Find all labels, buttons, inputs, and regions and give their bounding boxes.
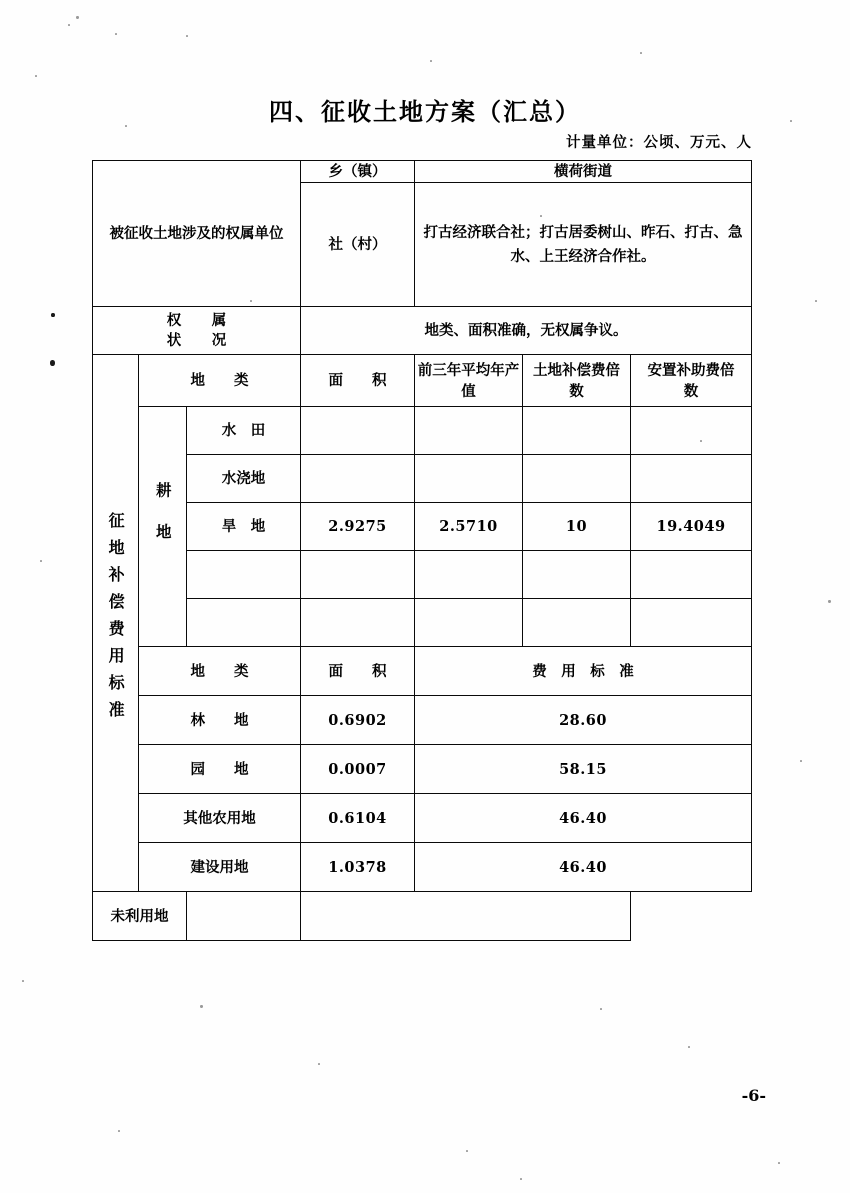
ink-blot <box>51 313 55 317</box>
scan-speck <box>600 1008 602 1010</box>
cell-land-type-2: 其他农用地 <box>139 794 301 843</box>
table-row-garden-land <box>93 745 752 794</box>
cell-fee-standard: 28.60 <box>415 696 752 745</box>
township-label-cell: 乡（镇） <box>301 161 415 183</box>
cell-area <box>301 455 415 503</box>
scan-speck <box>778 1162 780 1164</box>
cell-land-comp-multiple <box>523 407 631 455</box>
township-value-cell: 横荷街道 <box>415 161 752 183</box>
scan-speck <box>115 33 117 35</box>
table-row-construction-land <box>93 843 752 892</box>
scan-speck <box>76 16 79 19</box>
cell-land-comp-multiple <box>523 551 631 599</box>
cell-avg-yield: 2.5710 <box>415 503 523 551</box>
cell-land-type <box>187 599 301 647</box>
header-fee-standard: 费 用 标 准 <box>415 647 752 696</box>
table-row-paddy-field <box>93 407 752 455</box>
cell-avg-yield <box>415 455 523 503</box>
scan-speck <box>430 60 432 62</box>
cell-avg-yield <box>415 599 523 647</box>
cultivated-land-label: 耕地 <box>153 482 173 565</box>
scan-speck <box>186 35 188 37</box>
cell-land-type-2: 林 地 <box>139 696 301 745</box>
cell-fee-standard: 46.40 <box>415 843 752 892</box>
cell-land-type <box>187 551 301 599</box>
table-row-farmland-header <box>93 355 752 407</box>
cell-resettle-multiple <box>631 551 752 599</box>
cell-fee-standard: 46.40 <box>415 794 752 843</box>
scan-speck <box>688 1046 690 1048</box>
cell-area <box>301 551 415 599</box>
compensation-side-label-cell <box>93 355 139 892</box>
header-land-type: 地 类 <box>139 355 301 407</box>
ink-blot <box>50 360 55 366</box>
scan-speck <box>118 1130 120 1132</box>
scan-speck <box>318 1063 320 1065</box>
unit-note: 计量单位：公顷、万元、人 <box>566 134 752 151</box>
scan-speck <box>815 300 817 302</box>
header-avg-yield: 前三年平均年产值 <box>415 355 523 407</box>
cell-area-2: 0.6104 <box>301 794 415 843</box>
cell-fee-standard: 58.15 <box>415 745 752 794</box>
cell-fee-standard <box>301 892 631 941</box>
cell-area-2: 0.6902 <box>301 696 415 745</box>
scan-speck <box>520 1178 522 1180</box>
table-row-unused-land <box>93 892 752 941</box>
scan-speck <box>466 1150 468 1152</box>
cell-avg-yield <box>415 551 523 599</box>
table-row-blank <box>93 599 752 647</box>
cell-area: 2.9275 <box>301 503 415 551</box>
cell-land-comp-multiple <box>523 455 631 503</box>
cell-area <box>301 407 415 455</box>
ownership-status-label-cell <box>93 307 301 355</box>
header-land-type-2: 地 类 <box>139 647 301 696</box>
cell-avg-yield <box>415 407 523 455</box>
header-area: 面 积 <box>301 355 415 407</box>
table-row-township <box>93 161 752 183</box>
scan-speck <box>640 52 642 54</box>
cell-area-2 <box>187 892 301 941</box>
header-area-2: 面 积 <box>301 647 415 696</box>
cell-land-type-2: 园 地 <box>139 745 301 794</box>
ownership-status-label-line1: 权 属 <box>166 311 235 329</box>
cell-resettle-multiple: 19.4049 <box>631 503 752 551</box>
page-title: 四、征收土地方案（汇总） <box>269 97 581 126</box>
table-row-forest-land <box>93 696 752 745</box>
table-row-blank <box>93 551 752 599</box>
village-label-cell: 社（村） <box>301 183 415 307</box>
page-number: -6- <box>741 1086 766 1105</box>
cell-resettle-multiple <box>631 599 752 647</box>
cell-land-type-2: 建设用地 <box>139 843 301 892</box>
ownership-status-label-line2: 状 况 <box>166 331 235 349</box>
compensation-side-label: 征地补偿费用标准 <box>106 512 126 728</box>
cultivated-land-label-cell <box>139 407 187 647</box>
cell-land-type: 水浇地 <box>187 455 301 503</box>
ownership-status-value-cell: 地类、面积准确，无权属争议。 <box>301 307 752 355</box>
table-row-irrigated-land <box>93 455 752 503</box>
land-acquisition-table <box>92 160 764 941</box>
table-row-other-header <box>93 647 752 696</box>
ownership-row-label <box>93 161 301 307</box>
scan-speck <box>22 980 24 982</box>
cell-resettle-multiple <box>631 455 752 503</box>
scan-speck <box>800 760 802 762</box>
cell-area-2: 0.0007 <box>301 745 415 794</box>
cell-area-2: 1.0378 <box>301 843 415 892</box>
table-row-dry-land <box>93 503 752 551</box>
land-acquisition-table-wrapper <box>92 160 764 941</box>
cell-land-type: 旱 地 <box>187 503 301 551</box>
cell-area <box>301 599 415 647</box>
cell-land-comp-multiple <box>523 599 631 647</box>
table-row-ownership-status <box>93 307 752 355</box>
scan-speck <box>40 560 42 562</box>
scan-speck <box>828 600 831 603</box>
scan-speck <box>35 75 37 77</box>
header-resettle-multiple: 安置补助费倍 数 <box>631 355 752 407</box>
scan-speck <box>200 1005 203 1008</box>
scan-speck <box>68 24 70 26</box>
cell-resettle-multiple <box>631 407 752 455</box>
ownership-row-label-text: 被征收土地涉及的权属单位 <box>109 224 284 242</box>
header-land-comp-multiple: 土地补偿费倍 数 <box>523 355 631 407</box>
cell-land-type-2: 未利用地 <box>93 892 187 941</box>
table-row-other-agricultural-land <box>93 794 752 843</box>
cell-land-comp-multiple: 10 <box>523 503 631 551</box>
cell-land-type: 水 田 <box>187 407 301 455</box>
village-value-cell: 打古经济联合社；打古居委树山、昨石、打古、急水、上王经济合作社。 <box>415 183 752 307</box>
